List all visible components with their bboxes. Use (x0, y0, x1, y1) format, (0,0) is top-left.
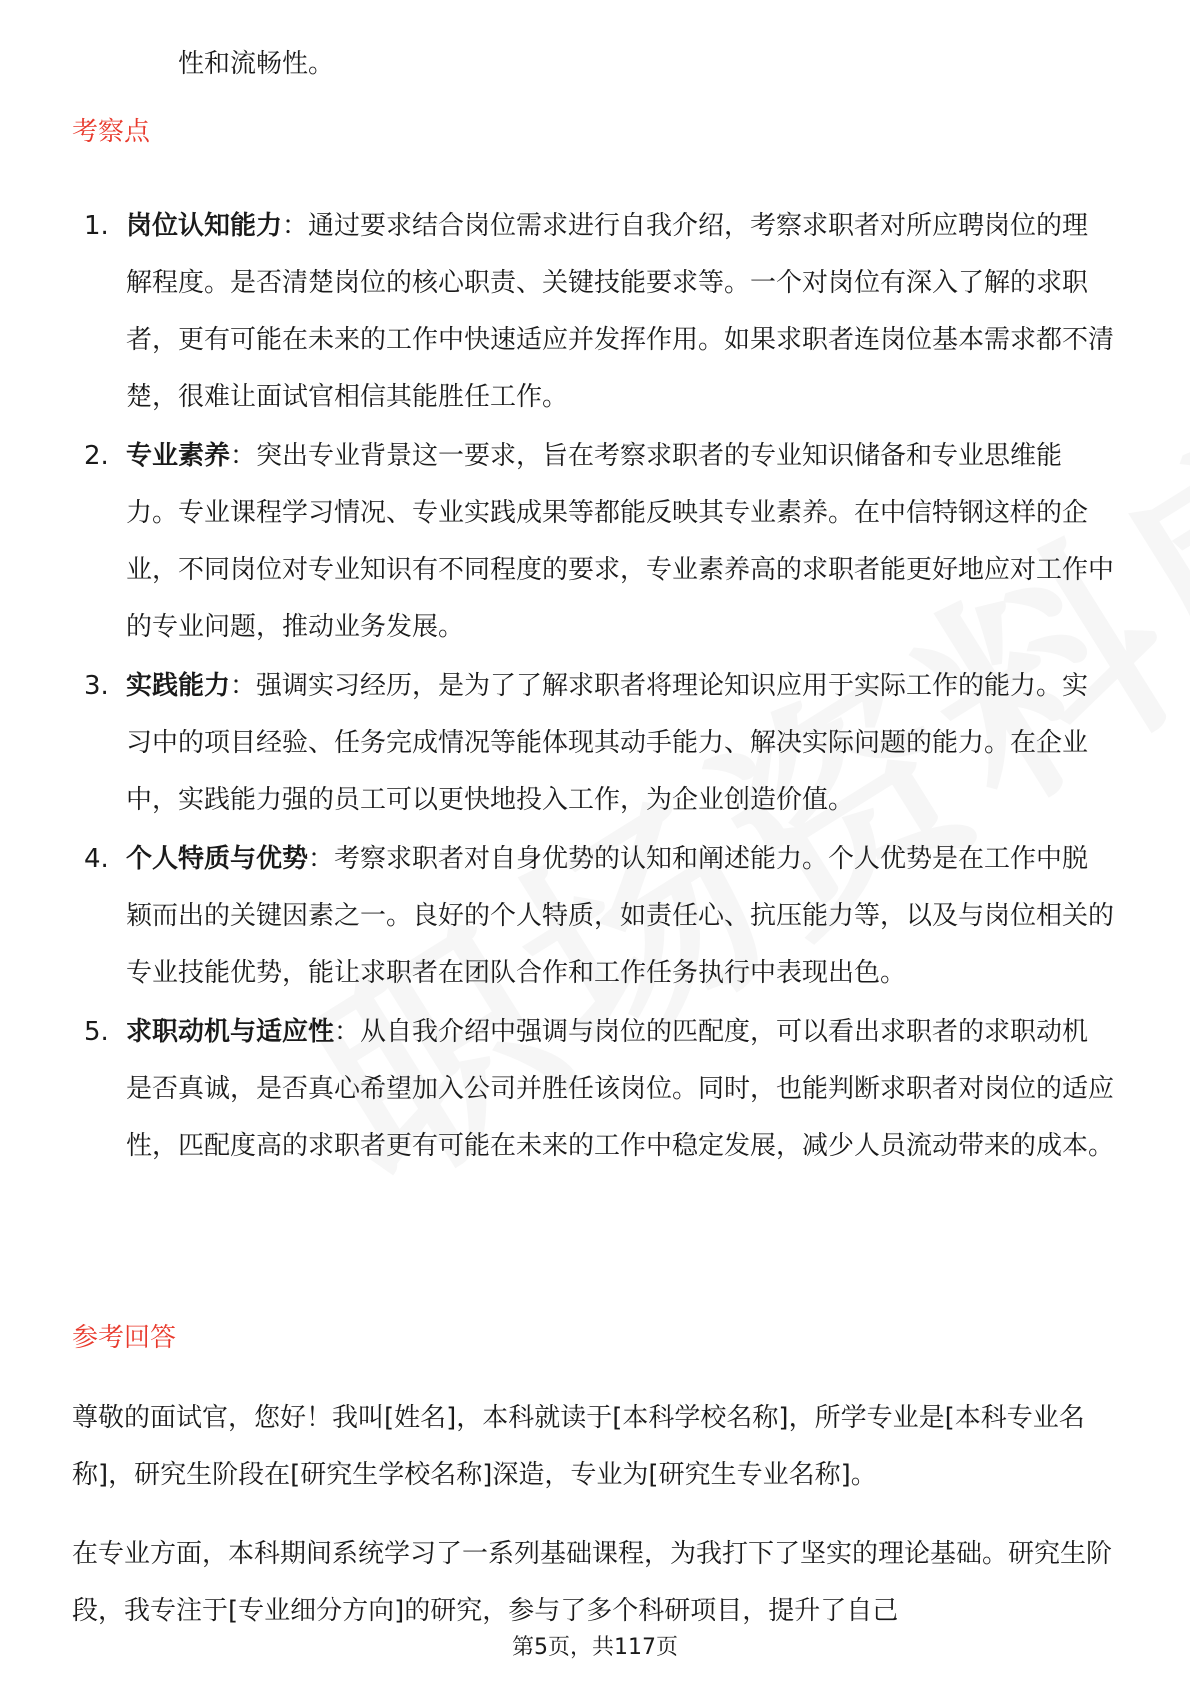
item-colon: ： (282, 211, 309, 241)
continuation-text: 性和流畅性。 (178, 49, 335, 79)
item-text: 从自我介绍中强调与岗位的匹配度，可以看出求职者的求职动机是否真诚，是否真心希望加入公司并胜任该岗位。同时，也能判断求职者对岗位的适应性，匹配度高的求职者更有可能在未来的工作中稳定发展，减少人员流动带来的成本。 (126, 1017, 1115, 1161)
item-number: 5. (84, 1017, 109, 1047)
list-item (84, 428, 1114, 656)
page-number-footer: 第5页，共117页 (512, 1635, 678, 1660)
item-colon: ： (230, 441, 257, 471)
item-title: 专业素养 (126, 441, 231, 471)
item-text: 考察求职者对自身优势的认知和阐述能力。个人优势是在工作中脱颖而出的关键因素之一。良好的个人特质，如责任心、抗压能力等，以及与岗位相关的专业技能优势，能让求职者在团队合作和工作任务执行中表现出色。 (126, 844, 1115, 988)
list-item (84, 198, 1114, 426)
item-text: 强调实习经历，是为了了解求职者将理论知识应用于实际工作的能力。实习中的项目经验、任务完成情况等能体现其动手能力、解决实际问题的能力。在企业中，实践能力强的员工可以更快地投入工作，为企业创造价值。 (126, 671, 1089, 815)
answer-paragraph: 在专业方面，本科期间系统学习了一系列基础课程，为我打下了坚实的理论基础。研究生阶段，我专注于[专业细分方向]的研究，参与了多个科研项目，提升了自己 (72, 1539, 1113, 1626)
item-text: 通过要求结合岗位需求进行自我介绍，考察求职者对所应聘岗位的理解程度。是否清楚岗位的核心职责、关键技能要求等。一个对岗位有深入了解的求职者，更有可能在未来的工作中快速适应并发挥作用。如果求职者连岗位基本需求都不清楚，很难让面试官相信其能胜任工作。 (126, 211, 1115, 412)
item-text: 突出专业背景这一要求，旨在考察求职者的专业知识储备和专业思维能力。专业课程学习情况、专业实践成果等都能反映其专业素养。在中信特钢这样的企业，不同岗位对专业知识有不同程度的要求，专业素养高的求职者能更好地应对工作中的专业问题，推动业务发展。 (126, 441, 1115, 642)
item-title: 岗位认知能力 (126, 211, 283, 241)
section-heading-kaocha: 考察点 (72, 117, 151, 147)
answer-paragraph: 尊敬的面试官，您好！我叫[姓名]，本科就读于[本科学校名称]，所学专业是[本科专业名称]，研究生阶段在[研究生学校名称]深造，专业为[研究生专业名称]。 (72, 1403, 1085, 1490)
item-number: 3. (84, 671, 109, 701)
item-colon: ： (308, 844, 335, 874)
section-heading-cankao: 参考回答 (72, 1323, 177, 1353)
kaocha-list (84, 198, 1114, 1177)
item-title: 实践能力 (126, 671, 231, 701)
item-number: 1. (84, 211, 109, 241)
item-title: 求职动机与适应性 (126, 1017, 335, 1047)
list-item (84, 1004, 1114, 1175)
item-number: 4. (84, 844, 109, 874)
item-number: 2. (84, 441, 109, 471)
item-title: 个人特质与优势 (126, 844, 309, 874)
item-colon: ： (334, 1017, 361, 1047)
item-colon: ： (230, 671, 257, 701)
list-item (84, 831, 1114, 1002)
list-item (84, 658, 1114, 829)
